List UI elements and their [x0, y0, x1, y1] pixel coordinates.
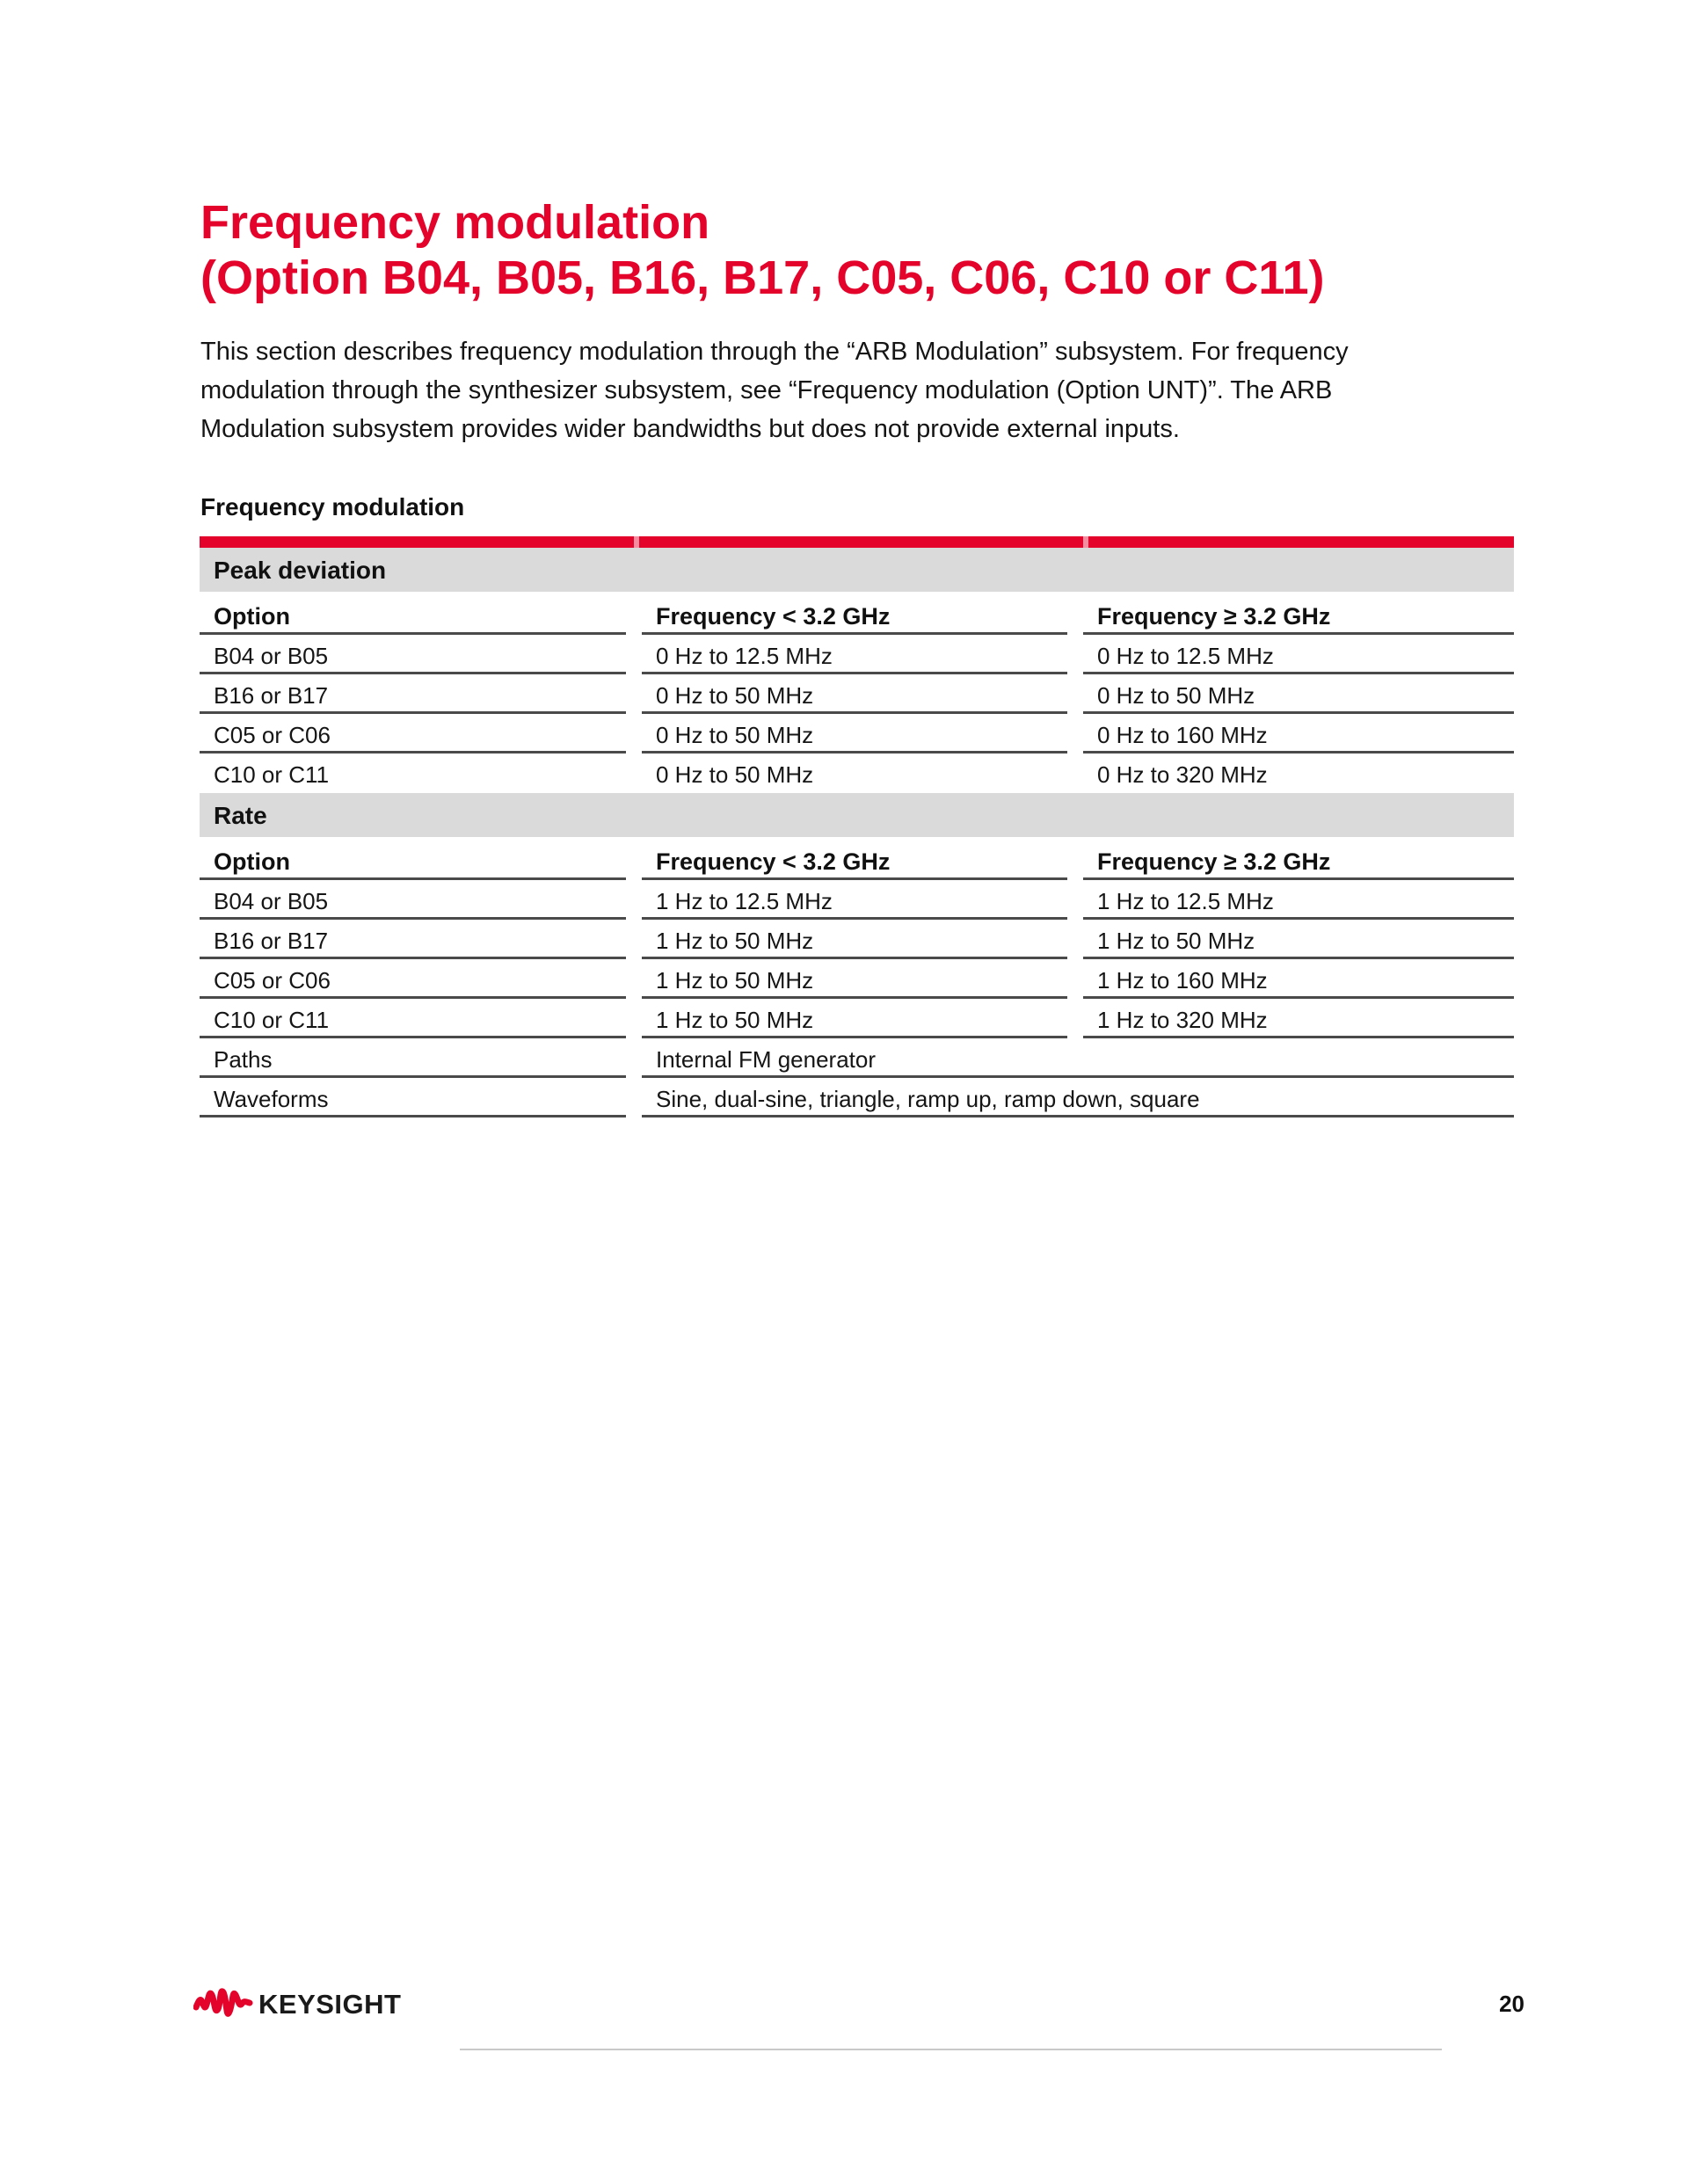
page-number: 20 — [1499, 1991, 1524, 2017]
table-row — [200, 880, 1514, 920]
table-row — [200, 920, 1514, 959]
table-row — [200, 635, 1514, 674]
cell-value: Internal FM generator — [642, 1038, 1514, 1078]
cell-value: 0 Hz to 50 MHz — [642, 714, 1067, 753]
column-header-option: Option — [200, 592, 626, 635]
cell-option: C10 or C11 — [214, 761, 330, 788]
accent-bar-gap — [1083, 536, 1088, 548]
section-band-peak-deviation: Peak deviation — [200, 548, 1514, 592]
table-header-row — [200, 837, 1514, 880]
page-title-line1: Frequency modulation — [200, 196, 710, 249]
cell-value: 1 Hz to 50 MHz — [642, 920, 1067, 959]
table-row — [200, 753, 1514, 793]
page-title — [200, 195, 1324, 306]
column-header-freq-gte: Frequency ≥ 3.2 GHz — [1083, 837, 1514, 880]
cell-option: Waveforms — [200, 1078, 626, 1117]
cell-value: 0 Hz to 50 MHz — [1083, 674, 1514, 714]
column-header-freq-lt: Frequency < 3.2 GHz — [642, 837, 1067, 880]
intro-line: This section describes frequency modulation through the “ARB Modulation” subsystem. For frequency — [200, 338, 1349, 366]
cell-option: B04 or B05 — [200, 880, 626, 920]
accent-bar-gap — [634, 536, 639, 548]
cell-option: C05 or C06 — [200, 714, 626, 753]
cell-value: 0 Hz to 320 MHz — [1097, 761, 1268, 788]
table-row — [200, 999, 1514, 1038]
table-row-waveforms — [200, 1078, 1514, 1117]
cell-value: 0 Hz to 12.5 MHz — [642, 635, 1067, 674]
cell-option: C10 or C11 — [200, 999, 626, 1038]
intro-line: Modulation subsystem provides wider bandwidths but does not provide external inputs. — [200, 415, 1180, 443]
keysight-logo — [193, 1983, 401, 2028]
intro-line: modulation through the synthesizer subsystem, see “Frequency modulation (Option UNT)”. The ARB — [200, 376, 1333, 404]
cell-value: 1 Hz to 12.5 MHz — [642, 880, 1067, 920]
column-header-option: Option — [200, 837, 626, 880]
column-header-freq-lt: Frequency < 3.2 GHz — [642, 592, 1067, 635]
cell-option: C05 or C06 — [200, 959, 626, 999]
cell-value: 1 Hz to 50 MHz — [642, 959, 1067, 999]
section-band-rate: Rate — [200, 793, 1514, 837]
cell-value: 1 Hz to 12.5 MHz — [1083, 880, 1514, 920]
table-row — [200, 674, 1514, 714]
table-accent-bar — [200, 536, 1514, 548]
cell-option: B16 or B17 — [200, 674, 626, 714]
footer-divider — [460, 2049, 1442, 2050]
cell-value: 0 Hz to 50 MHz — [642, 674, 1067, 714]
cell-value: 0 Hz to 50 MHz — [656, 761, 814, 788]
table-header-row — [200, 592, 1514, 635]
cell-value: 1 Hz to 320 MHz — [1083, 999, 1514, 1038]
table-row — [200, 714, 1514, 753]
table-row-paths — [200, 1038, 1514, 1078]
cell-option: B16 or B17 — [200, 920, 626, 959]
cell-value: 1 Hz to 50 MHz — [642, 999, 1067, 1038]
table-title: Frequency modulation — [200, 493, 465, 521]
table-row — [200, 959, 1514, 999]
intro-paragraph — [200, 332, 1475, 448]
cell-option: Paths — [200, 1038, 626, 1078]
cell-option: B04 or B05 — [200, 635, 626, 674]
cell-value: 1 Hz to 50 MHz — [1083, 920, 1514, 959]
cell-value: Sine, dual-sine, triangle, ramp up, ramp down, square — [642, 1078, 1514, 1117]
column-header-freq-gte: Frequency ≥ 3.2 GHz — [1083, 592, 1514, 635]
keysight-spark-icon — [193, 1984, 253, 2027]
spec-table — [200, 492, 1514, 1117]
cell-value: 0 Hz to 12.5 MHz — [1083, 635, 1514, 674]
cell-value: 0 Hz to 160 MHz — [1083, 714, 1514, 753]
keysight-wordmark: KEYSIGHT — [258, 1989, 402, 2020]
cell-value: 1 Hz to 160 MHz — [1083, 959, 1514, 999]
page-title-line2: (Option B04, B05, B16, B17, C05, C06, C10 or C11) — [200, 251, 1325, 304]
